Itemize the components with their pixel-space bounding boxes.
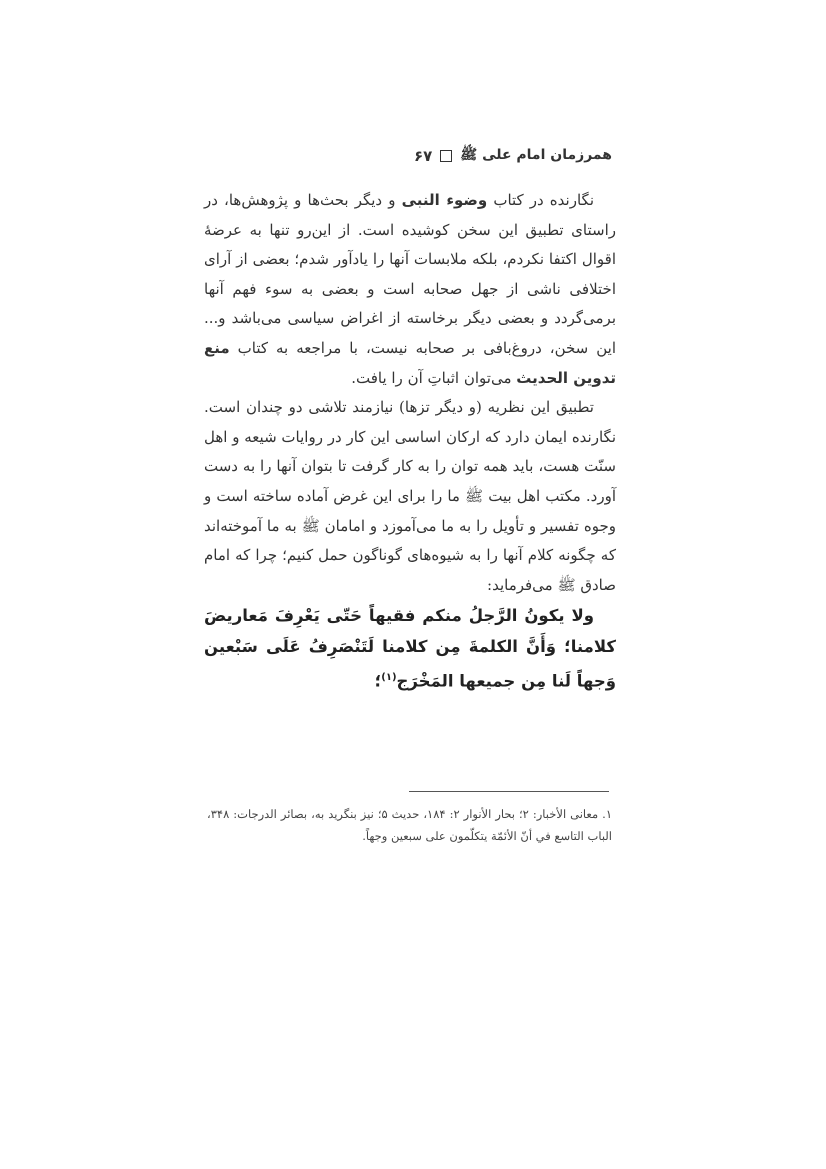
footnote xyxy=(207,803,612,847)
running-header xyxy=(212,142,612,170)
book-title-man-tadwin-al-hadith: منع تدوین الحدیث xyxy=(204,338,616,387)
paragraph-1 xyxy=(204,186,616,393)
hadith-text: ولا يكونُ الرَّجلُ منكم فقيهاً حَتّى يَعْرِفَ مَعاريضَ كلامنا؛ وَأَنَّ الكلمةَ مِن كلامنا لَتَنْصَرِفُ عَلَى سَبْعين وَجهاً لَنا مِن جميعها المَخْرَج xyxy=(204,606,616,691)
paragraph-1-text-a: نگارنده در کتاب xyxy=(487,191,594,209)
hadith-quote xyxy=(204,600,616,697)
footnote-text: ۱. معانی الأخبار: ۲؛ بحار الأنوار ۲: ۱۸۴، حدیث ۵؛ نیز بنگرید به، بصائر الدرجات: ۳۴۸، الباب التاسع في أنّ الأئمّة يتكلّمون على سبعين وجهاً. xyxy=(207,807,612,843)
body-text xyxy=(204,186,616,697)
footnote-separator xyxy=(409,791,609,792)
book-title-wudu-al-nabi: وضوء النبی xyxy=(401,191,488,209)
footnote-reference[interactable]: (۱) xyxy=(381,672,397,684)
hadith-punctuation: ؛ xyxy=(374,671,382,691)
square-ornament-icon xyxy=(440,150,452,162)
header-title: همرزمان امام علی ﷺ xyxy=(460,147,612,163)
paragraph-1-text-c: می‌توان اثباتِ آن را یافت. xyxy=(351,368,517,387)
page-number: ۶۷ xyxy=(413,147,433,165)
paragraph-2: تطبیق این نظریه (و دیگر تزها) نیازمند تلاشی دو چندان است. نگارنده ایمان دارد که ارکان اساسی این کار در روایات شیعه و اهل سنّت هست، باید همه توان را به کار گرفت تا بتوان آنها را به دست آورد. مکتب اهل بیت ﷺ ما را برای این غرض آماده ساخته است و وجوه تفسیر و تأویل را به ما می‌آموزد و امامان ﷺ به ما آموخته‌اند که چگونه کلام آنها را به شیوه‌های گوناگون حمل کنیم؛ چرا که امام صادق ﷺ می‌فرماید: xyxy=(204,398,616,594)
paragraph-1-text-b: و دیگر بحث‌ها و پژوهش‌ها، در راستای تطبیق این سخن کوشیده است. از این‌رو تنها به عرضهٔ اقوال اکتفا نکردم، بلکه ملابسات آنها را یادآور شدم؛ بعضی از آرای اختلافی ناشی از جهل صحابه است و بعضی به سوء فهم آنها برمی‌گردد و بعضی دیگر برخاسته از اغراض سیاسی می‌باشد و... این سخن، دروغ‌بافی بر صحابه نیست، با مراجعه به کتاب xyxy=(204,191,616,357)
